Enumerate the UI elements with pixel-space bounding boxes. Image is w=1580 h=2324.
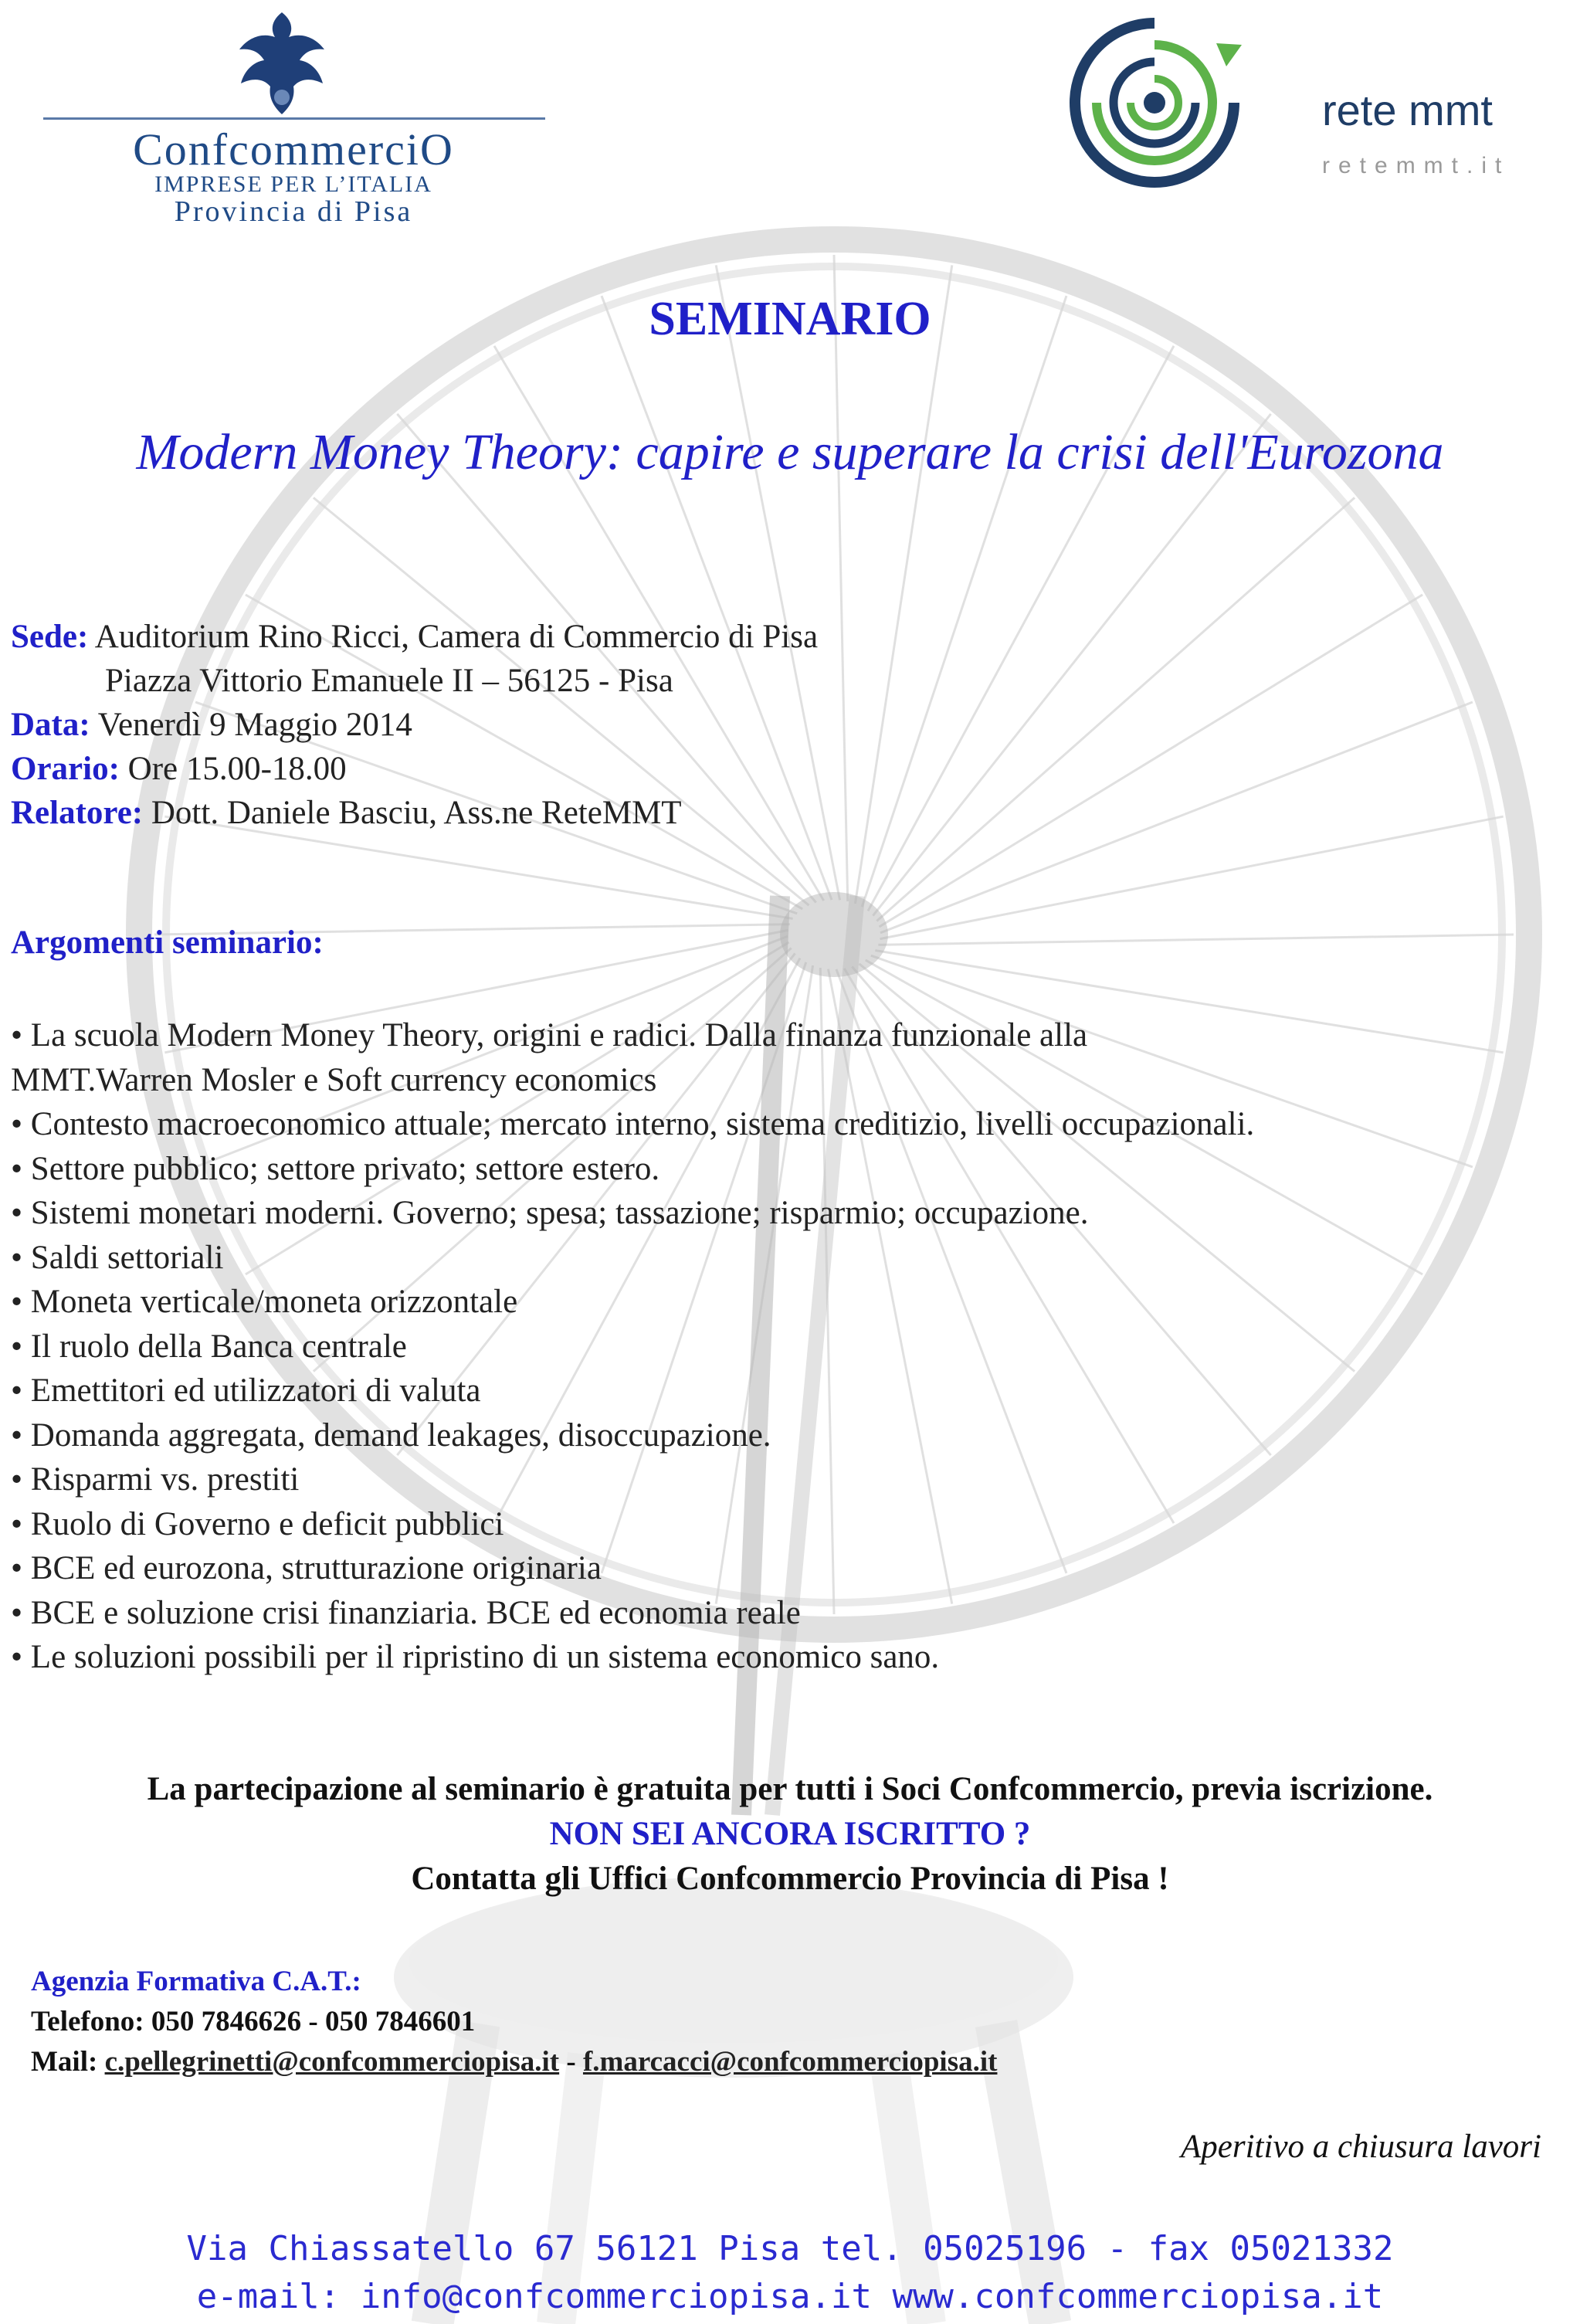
participation-note: La partecipazione al seminario è gratuita per tutti i Soci Confcommercio, previa iscrizione. bbox=[147, 1771, 1433, 1807]
detail-sede bbox=[11, 615, 818, 659]
data-label: Data: bbox=[11, 707, 90, 743]
confcommercio-eagle-emblem-icon bbox=[224, 6, 340, 122]
agency-name: Agenzia Formativa C.A.T.: bbox=[31, 1966, 361, 1997]
sede-value: Auditorium Rino Ricci, Camera di Commercio di Pisa bbox=[94, 619, 819, 655]
list-item: • BCE e soluzione crisi finanziaria. BCE ed economia reale bbox=[11, 1594, 801, 1631]
email-link-pellegrinetti[interactable]: c.pellegrinetti@confcommerciopisa.it bbox=[104, 2046, 560, 2078]
wheel-spoke bbox=[876, 497, 1355, 921]
mail-label: Mail: bbox=[31, 2046, 98, 2078]
retemmt-spiral-logo-icon bbox=[1066, 14, 1243, 192]
list-item: • Contesto macroeconomico attuale; mercato interno, sistema creditizio, livelli occupazionali. bbox=[11, 1106, 1255, 1142]
wheel-spoke bbox=[880, 702, 1473, 933]
list-item: • Settore pubblico; settore privato; settore estero. bbox=[11, 1150, 660, 1187]
not-registered-note: NON SEI ANCORA ISCRITTO ? bbox=[549, 1816, 1031, 1852]
sede-address: Piazza Vittorio Emanuele II – 56125 - Pisa bbox=[105, 663, 673, 699]
page-title: SEMINARIO bbox=[649, 293, 931, 345]
list-item: • Il ruolo della Banca centrale bbox=[11, 1328, 407, 1365]
list-item: • Domanda aggregata, demand leakages, disoccupazione. bbox=[11, 1416, 771, 1454]
list-item: MMT.Warren Mosler e Soft currency economics bbox=[11, 1061, 657, 1098]
list-item: • La scuola Modern Money Theory, origini e radici. Dalla finanza funzionale alla bbox=[11, 1017, 1088, 1053]
list-item: • Moneta verticale/moneta orizzontale bbox=[11, 1284, 518, 1320]
list-item: • BCE ed eurozona, strutturazione originaria bbox=[11, 1550, 602, 1586]
list-item: • Le soluzioni possibili per il ripristino di un sistema economico sano. bbox=[11, 1639, 940, 1675]
footer-contacts: e-mail: info@confcommerciopisa.it www.confcommerciopisa.it bbox=[196, 2277, 1384, 2316]
confcommercio-tagline: IMPRESE PER L’ITALIA bbox=[154, 171, 432, 197]
data-value: Venerdì 9 Maggio 2014 bbox=[97, 707, 412, 743]
topics-list bbox=[11, 1013, 1555, 1680]
relatore-label: Relatore: bbox=[11, 795, 144, 831]
wheel-spoke bbox=[873, 414, 1270, 916]
topics-heading: Argomenti seminario: bbox=[11, 925, 324, 961]
aperitivo-note: Aperitivo a chiusura lavori bbox=[1181, 2129, 1541, 2165]
mail-separator: - bbox=[566, 2046, 576, 2078]
wheel-spoke bbox=[855, 265, 951, 904]
confcommercio-divider bbox=[43, 117, 545, 120]
phone-numbers: Telefono: 050 7846626 - 050 7846601 bbox=[31, 2006, 476, 2037]
detail-orario bbox=[11, 747, 347, 791]
retemmt-url: retemmt.it bbox=[1322, 153, 1510, 178]
list-item: • Saldi settoriali bbox=[11, 1239, 224, 1276]
page-subtitle: Modern Money Theory: capire e superare la crisi dell'Eurozona bbox=[136, 424, 1444, 480]
orario-label: Orario: bbox=[11, 751, 120, 787]
footer-address: Via Chiassatello 67 56121 Pisa tel. 05025196 - fax 05021332 bbox=[186, 2229, 1394, 2268]
detail-data bbox=[11, 703, 412, 747]
wheel-spoke bbox=[880, 595, 1423, 927]
list-item: • Sistemi monetari moderni. Governo; spesa; tassazione; risparmio; occupazione. bbox=[11, 1195, 1089, 1231]
wheel-spoke bbox=[834, 255, 848, 901]
list-item: • Risparmi vs. prestiti bbox=[11, 1461, 300, 1498]
sede-label: Sede: bbox=[11, 619, 89, 655]
wheel-spoke bbox=[878, 935, 1514, 945]
detail-relatore bbox=[11, 791, 682, 835]
list-item: • Emettitori ed utilizzatori di valuta bbox=[11, 1372, 481, 1409]
list-item: • Ruolo di Governo e deficit pubblici bbox=[11, 1505, 504, 1542]
confcommercio-province: Provincia di Pisa bbox=[174, 195, 413, 228]
wheel-spoke bbox=[716, 265, 839, 900]
email-link-marcacci[interactable]: f.marcacci@confcommerciopisa.it bbox=[582, 2046, 998, 2078]
mail-line bbox=[31, 2045, 997, 2078]
retemmt-name: rete mmt bbox=[1322, 86, 1493, 134]
confcommercio-name: ConfcommerciO bbox=[133, 124, 454, 175]
relatore-value: Dott. Daniele Basciu, Ass.ne ReteMMT bbox=[151, 795, 682, 831]
detail-sede-address bbox=[105, 659, 673, 703]
contact-offices-note: Contatta gli Uffici Confcommercio Provincia di Pisa ! bbox=[411, 1861, 1169, 1897]
orario-value: Ore 15.00-18.00 bbox=[127, 751, 347, 787]
